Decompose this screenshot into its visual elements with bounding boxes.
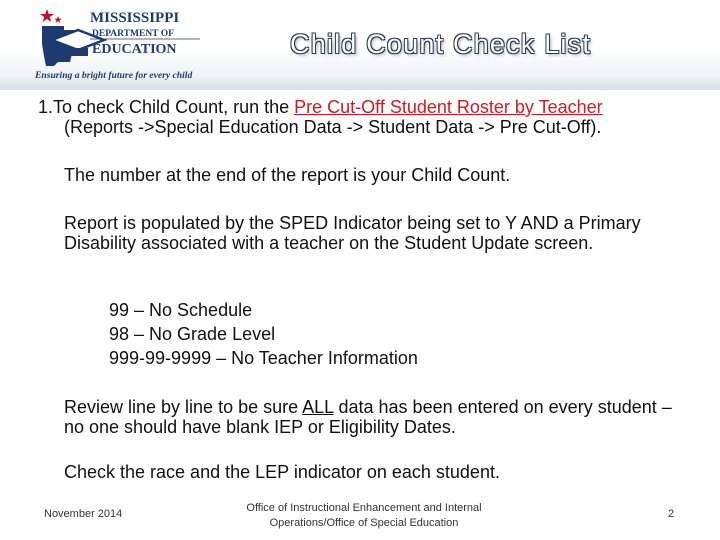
logo-line3: EDUCATION bbox=[92, 42, 177, 57]
code-item: 98 – No Grade Level bbox=[109, 324, 276, 344]
footer-date: November 2014 bbox=[44, 508, 123, 520]
code-list bbox=[109, 298, 418, 370]
slide-title: Child Count Check List bbox=[290, 29, 592, 59]
item1-paragraph bbox=[38, 97, 698, 137]
race-lep-note: Check the race and the LEP indicator on each student. bbox=[64, 462, 500, 482]
review-before: Review line by line to be sure bbox=[64, 397, 303, 417]
code-item: 99 – No Schedule bbox=[109, 300, 253, 320]
report-populated-note: Report is populated by the SPED Indicator being set to Y AND a Primary Disability associated with a teacher on the Student Update screen. bbox=[64, 213, 641, 253]
pre-cutoff-roster-link[interactable]: Pre Cut-Off Student Roster by Teacher bbox=[294, 97, 603, 117]
review-after: data has been entered on every student – no one should have blank IEP or Eligibility Dates. bbox=[64, 397, 672, 437]
review-note bbox=[64, 397, 694, 437]
item1-prefix: 1.To check Child Count, run the bbox=[38, 97, 295, 117]
page-number: 2 bbox=[668, 508, 675, 520]
code-item: 999-99-9999 – No Teacher Information bbox=[109, 348, 418, 368]
child-count-note: The number at the end of the report is your Child Count. bbox=[64, 165, 511, 185]
logo-line2: DEPARTMENT OF bbox=[92, 29, 174, 39]
footer-org: Office of Instructional Enhancement and Internal Operations/Office of Special Education bbox=[246, 502, 482, 529]
logo-star-icon bbox=[40, 9, 54, 22]
review-emphasis: ALL bbox=[302, 397, 334, 417]
logo-tagline: Ensuring a bright future for every child bbox=[35, 70, 193, 81]
item1-path: (Reports ->Special Education Data -> Student Data -> Pre Cut-Off). bbox=[64, 117, 602, 137]
mde-logo bbox=[34, 4, 206, 84]
logo-line1: MISSISSIPPI bbox=[90, 10, 180, 26]
